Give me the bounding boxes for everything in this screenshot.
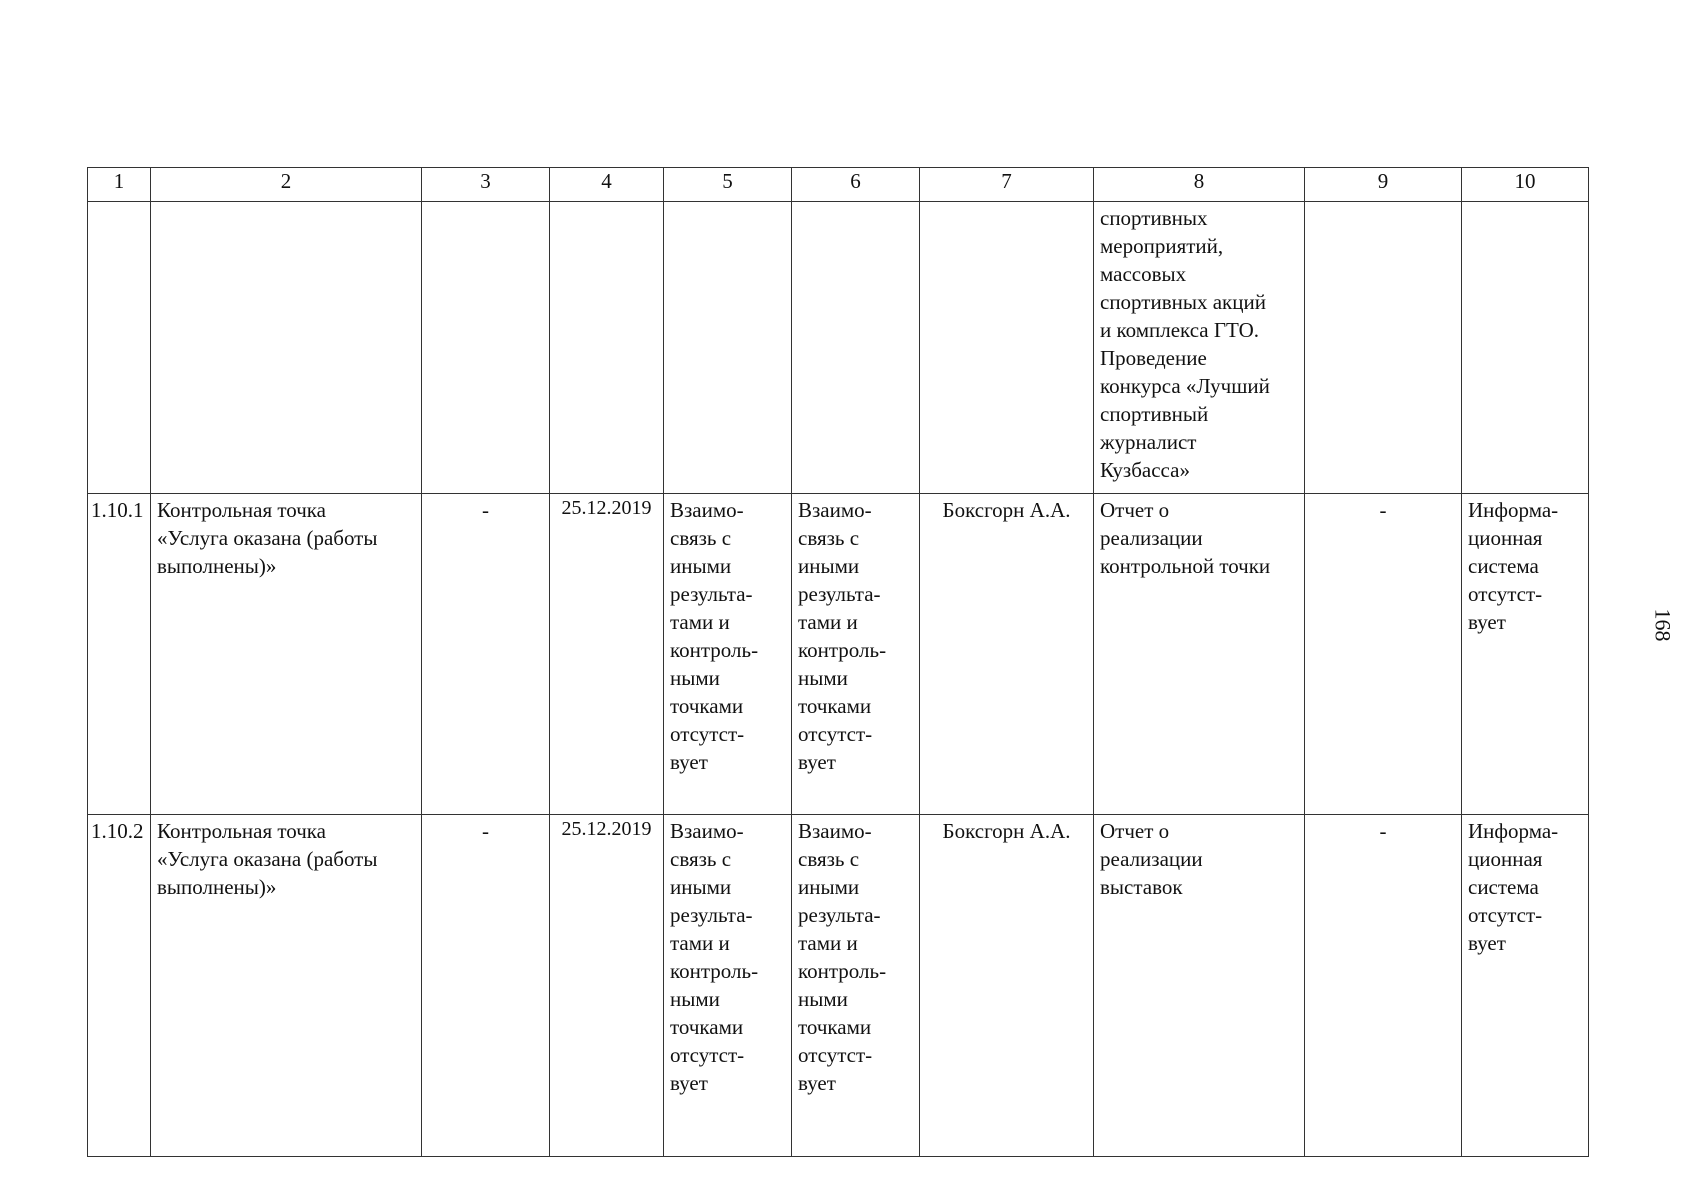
cell-text [664, 202, 791, 204]
cell-responsible [920, 815, 1094, 1157]
cell-text: Информа- ционная система отсутст- вует [1468, 819, 1559, 955]
table-row [88, 815, 1589, 1157]
cell-responsible [920, 494, 1094, 815]
header-cell: 5 [664, 168, 792, 202]
cell-text: Взаимо- связь с иными результа- тами и контроль- ными точками отсутст- вует [670, 498, 759, 774]
cell-text [151, 202, 421, 204]
cell-col3 [422, 202, 550, 494]
header-cell: 8 [1094, 168, 1305, 202]
header-cell: 2 [151, 168, 422, 202]
cell-text: Взаимо- связь с иными результа- тами и контроль- ными точками отсутст- вует [670, 819, 759, 1095]
cell-col9 [1305, 494, 1462, 815]
cell-name [151, 494, 422, 815]
cell-col5 [664, 815, 792, 1157]
header-cell: 7 [920, 168, 1094, 202]
header-cell: 9 [1305, 168, 1462, 202]
cell-text: Взаимо- связь с иными результа- тами и контроль- ными точками отсутст- вует [798, 819, 887, 1095]
header-cell: 6 [792, 168, 920, 202]
cell-col9 [1305, 815, 1462, 1157]
cell-text: - [1379, 498, 1387, 522]
cell-number [88, 815, 151, 1157]
cell-text: 25.12.2019 [561, 497, 652, 519]
cell-text: Боксгорн А.А. [942, 498, 1071, 522]
cell-text: Отчет о реализации выставок [1100, 819, 1203, 899]
cell-col9 [1305, 202, 1462, 494]
cell-col6 [792, 494, 920, 815]
cell-number [88, 494, 151, 815]
cell-text [88, 202, 150, 204]
cell-col8 [1094, 202, 1305, 494]
cell-text [920, 202, 1093, 204]
cell-text: - [1379, 819, 1387, 843]
cell-col3 [422, 815, 550, 1157]
cell-text: Информа- ционная система отсутст- вует [1468, 498, 1559, 634]
document-table [87, 167, 1589, 1157]
cell-text: - [482, 498, 489, 522]
cell-col10 [1462, 494, 1589, 815]
cell-date [550, 815, 664, 1157]
cell-text: Контрольная точка «Услуга оказана (работы выполнены)» [157, 819, 378, 899]
table-row [88, 494, 1589, 815]
cell-text: Боксгорн А.А. [942, 819, 1071, 843]
cell-text: - [482, 819, 489, 843]
header-cell: 1 [88, 168, 151, 202]
cell-col5 [664, 494, 792, 815]
cell-text: Контрольная точка «Услуга оказана (работы выполнены)» [157, 498, 378, 578]
cell-text: Отчет о реализации контрольной точки [1100, 498, 1271, 578]
cell-col5 [664, 202, 792, 494]
table-row [88, 202, 1589, 494]
cell-text [792, 202, 919, 204]
cell-name [151, 202, 422, 494]
page-number: 168 [1650, 608, 1676, 642]
cell-col10 [1462, 202, 1589, 494]
cell-col3 [422, 494, 550, 815]
cell-col10 [1462, 815, 1589, 1157]
cell-text [1305, 202, 1461, 204]
cell-text: Взаимо- связь с иными результа- тами и контроль- ными точками отсутст- вует [798, 498, 887, 774]
header-cell: 10 [1462, 168, 1589, 202]
cell-text [422, 202, 549, 204]
header-cell: 4 [550, 168, 664, 202]
cell-col8 [1094, 494, 1305, 815]
cell-col6 [792, 815, 920, 1157]
cell-text: 1.10.1 [91, 498, 144, 522]
cell-text: 25.12.2019 [561, 818, 652, 840]
cell-number [88, 202, 151, 494]
header-row [88, 168, 1589, 202]
cell-text: спортивных мероприятий, массовых спортивных акций и комплекса ГТО. Проведение конкурса «Лучший спортивный журналист Кузбасса» [1100, 206, 1270, 482]
cell-name [151, 815, 422, 1157]
cell-date [550, 202, 664, 494]
header-cell: 3 [422, 168, 550, 202]
cell-text: 1.10.2 [91, 819, 144, 843]
cell-date [550, 494, 664, 815]
cell-col6 [792, 202, 920, 494]
cell-col8 [1094, 815, 1305, 1157]
cell-responsible [920, 202, 1094, 494]
cell-text [1462, 202, 1588, 204]
